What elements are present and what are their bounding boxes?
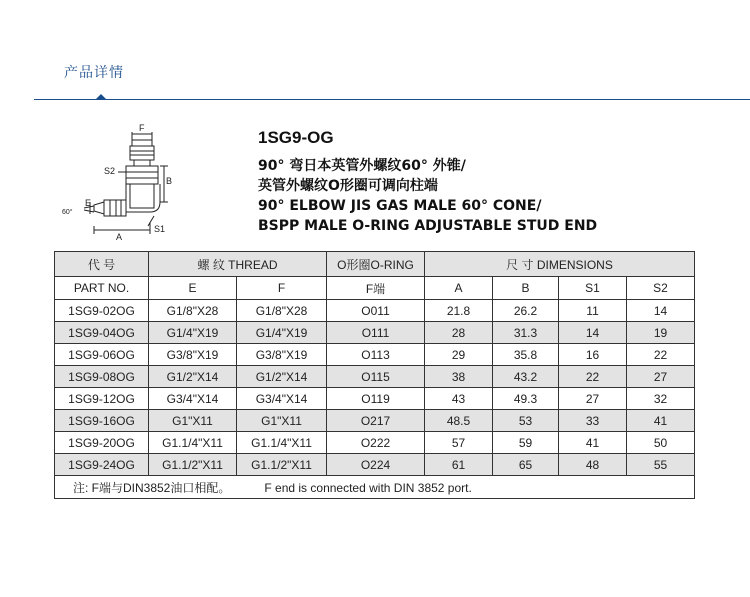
table-cell: 53 [493, 410, 559, 432]
table-cell: G1"X11 [149, 410, 237, 432]
table-cell: 41 [627, 410, 695, 432]
product-desc-en-2: BSPP MALE O-RING ADJUSTABLE STUD END [258, 218, 598, 234]
title-notch [96, 94, 106, 99]
table-cell: 50 [627, 432, 695, 454]
table-cell: 21.8 [425, 300, 493, 322]
table-cell: 1SG9-20OG [55, 432, 149, 454]
label-e: E [85, 198, 92, 208]
table-cell: 22 [627, 344, 695, 366]
table-cell: 38 [425, 366, 493, 388]
note-row [55, 476, 695, 499]
table-row [55, 322, 695, 344]
table-cell: G1/4"X19 [237, 322, 327, 344]
table-row [55, 300, 695, 322]
table-cell: 35.8 [493, 344, 559, 366]
note-en: F end is connected with DIN 3852 port. [264, 480, 472, 495]
label-s2: S2 [104, 166, 116, 176]
table-cell: G1.1/2"X11 [237, 454, 327, 476]
table-cell: G1/8"X28 [149, 300, 237, 322]
table-cell: 61 [425, 454, 493, 476]
table-cell: 65 [493, 454, 559, 476]
table-cell: O119 [327, 388, 425, 410]
label-f: F [139, 123, 145, 133]
table-cell: 16 [559, 344, 627, 366]
col-a: A [425, 277, 493, 300]
table-cell: 27 [627, 366, 695, 388]
table-cell: 29 [425, 344, 493, 366]
note-cn: 注: F端与DIN3852油口相配。 [73, 480, 231, 495]
table-cell: O111 [327, 322, 425, 344]
table-cell: 27 [559, 388, 627, 410]
table-cell: G1/2"X14 [149, 366, 237, 388]
table-cell: 31.3 [493, 322, 559, 344]
label-angle: 60° [62, 209, 73, 216]
col-code-header: 代 号 [55, 252, 149, 277]
table-cell: 1SG9-12OG [55, 388, 149, 410]
table-row [55, 454, 695, 476]
product-model: 1SG9-OG [258, 128, 334, 147]
fitting-drawing [60, 122, 180, 248]
table-cell: 33 [559, 410, 627, 432]
table-cell: 59 [493, 432, 559, 454]
table-cell: 28 [425, 322, 493, 344]
table-cell: 48.5 [425, 410, 493, 432]
table-cell: 1SG9-16OG [55, 410, 149, 432]
label-a: A [116, 232, 123, 242]
table-cell: 57 [425, 432, 493, 454]
col-dimensions-header: 尺 寸 DIMENSIONS [425, 252, 695, 277]
table-cell: G1.1/2"X11 [149, 454, 237, 476]
table-row [55, 410, 695, 432]
table-cell: 11 [559, 300, 627, 322]
table-row [55, 366, 695, 388]
spec-table [54, 251, 695, 499]
table-cell: O217 [327, 410, 425, 432]
table-row [55, 432, 695, 454]
col-b: B [493, 277, 559, 300]
table-cell: 43.2 [493, 366, 559, 388]
table-cell: G1/8"X28 [237, 300, 327, 322]
product-desc-en-1: 90° ELBOW JIS GAS MALE 60° CONE/ [258, 198, 542, 214]
product-info [258, 128, 597, 236]
table-cell: G3/8"X19 [149, 344, 237, 366]
col-f-end: F端 [327, 277, 425, 300]
table-cell: O113 [327, 344, 425, 366]
table-cell: O011 [327, 300, 425, 322]
product-desc-cn-1: 90° 弯日本英管外螺纹60° 外锥/ [258, 158, 466, 174]
table-cell: G3/4"X14 [149, 388, 237, 410]
col-part-no: PART NO. [55, 277, 149, 300]
table-cell: 1SG9-08OG [55, 366, 149, 388]
col-s1: S1 [559, 277, 627, 300]
table-cell: G1/4"X19 [149, 322, 237, 344]
table-cell: G1.1/4"X11 [237, 432, 327, 454]
label-s1: S1 [154, 224, 166, 234]
table-cell: 1SG9-06OG [55, 344, 149, 366]
header-row-1 [55, 252, 695, 277]
note-cell [55, 476, 695, 499]
table-cell: 48 [559, 454, 627, 476]
table-cell: 41 [559, 432, 627, 454]
col-e: E [149, 277, 237, 300]
table-cell: G3/8"X19 [237, 344, 327, 366]
table-cell: 55 [627, 454, 695, 476]
table-cell: 22 [559, 366, 627, 388]
table-cell: 26.2 [493, 300, 559, 322]
table-cell: O115 [327, 366, 425, 388]
table-cell: 14 [559, 322, 627, 344]
table-cell: O224 [327, 454, 425, 476]
col-thread-header: 螺 纹 THREAD [149, 252, 327, 277]
header-row-2 [55, 277, 695, 300]
table-cell: 1SG9-02OG [55, 300, 149, 322]
table-cell: G1/2"X14 [237, 366, 327, 388]
table-cell: 49.3 [493, 388, 559, 410]
table-cell: 14 [627, 300, 695, 322]
table-cell: 19 [627, 322, 695, 344]
table-cell: 32 [627, 388, 695, 410]
table-row [55, 388, 695, 410]
table-cell: 1SG9-24OG [55, 454, 149, 476]
table-row [55, 344, 695, 366]
table-cell: G1"X11 [237, 410, 327, 432]
table-cell: 1SG9-04OG [55, 322, 149, 344]
col-f: F [237, 277, 327, 300]
table-cell: O222 [327, 432, 425, 454]
col-oring-header: O形圈O-RING [327, 252, 425, 277]
label-b: B [166, 176, 173, 186]
table-cell: 43 [425, 388, 493, 410]
title-underline [34, 99, 750, 100]
product-desc-cn-2: 英管外螺纹O形圈可调向柱端 [258, 178, 438, 194]
section-title: 产品详情 [64, 65, 124, 81]
table-cell: G1.1/4"X11 [149, 432, 237, 454]
table-cell: G3/4"X14 [237, 388, 327, 410]
col-s2: S2 [627, 277, 695, 300]
